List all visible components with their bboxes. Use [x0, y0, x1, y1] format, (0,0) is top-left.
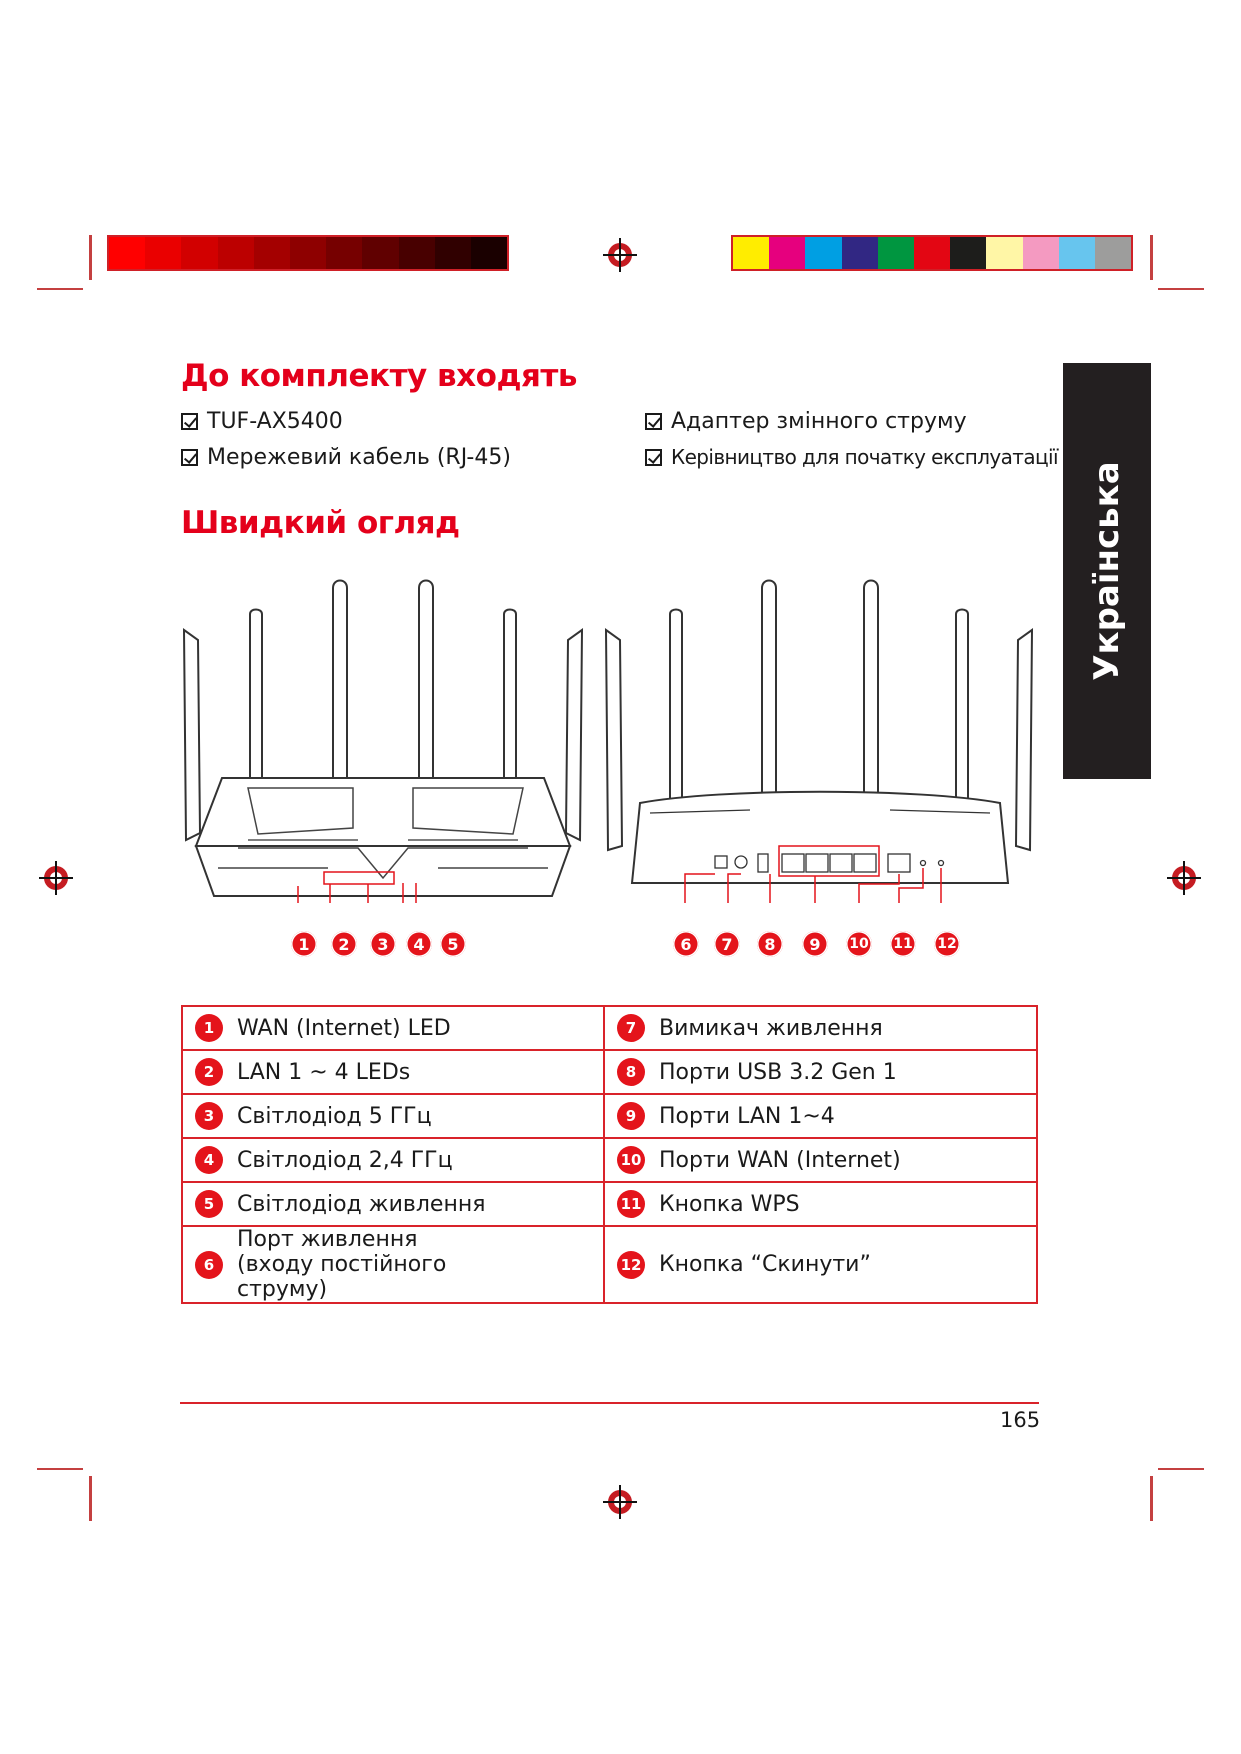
legend-number: 6 — [195, 1251, 223, 1279]
legend-number: 5 — [195, 1190, 223, 1218]
package-item — [645, 445, 1058, 469]
legend-number: 10 — [617, 1146, 645, 1174]
color-swatch — [326, 237, 362, 269]
legend-number: 1 — [195, 1014, 223, 1042]
callout-badge: 8 — [757, 931, 783, 957]
crop-mark — [89, 235, 92, 280]
color-swatch — [1059, 237, 1095, 269]
legend-label: Світлодіод 2,4 ГГц — [237, 1147, 453, 1173]
crop-mark — [37, 1468, 83, 1470]
callout-badge: 1 — [291, 931, 317, 957]
legend-number: 9 — [617, 1102, 645, 1130]
package-item-label: Мережевий кабель (RJ-45) — [207, 445, 511, 470]
registration-mark-icon — [603, 238, 637, 272]
legend-label: Світлодіод 5 ГГц — [237, 1103, 432, 1129]
crop-mark — [1150, 1476, 1153, 1521]
legend-label: Вимикач живлення — [659, 1015, 883, 1041]
legend-table — [181, 1005, 1038, 1304]
legend-label: Кнопка “Скинути” — [659, 1252, 871, 1277]
crop-mark — [37, 288, 83, 290]
checkbox-icon — [181, 413, 198, 430]
callout-badge: 12 — [934, 931, 960, 957]
legend-label: WAN (Internet) LED — [237, 1015, 451, 1041]
callout-badge: 3 — [370, 931, 396, 957]
color-swatch — [878, 237, 914, 269]
callout-badge: 11 — [890, 931, 916, 957]
legend-number: 3 — [195, 1102, 223, 1130]
color-swatch — [1023, 237, 1059, 269]
color-swatch — [435, 237, 471, 269]
table-row — [182, 1050, 1037, 1094]
legend-label: Порти WAN (Internet) — [659, 1147, 901, 1173]
checkbox-icon — [645, 413, 662, 430]
package-item — [181, 445, 511, 470]
crop-mark — [89, 1476, 92, 1521]
legend-label: Порти LAN 1~4 — [659, 1103, 835, 1129]
color-swatch — [218, 237, 254, 269]
package-item-label: TUF-AX5400 — [207, 409, 343, 434]
legend-label: Порт живлення (входу постійного струму) — [237, 1227, 447, 1302]
footer-rule — [180, 1402, 1039, 1404]
callout-badge: 4 — [406, 931, 432, 957]
crop-mark — [1158, 288, 1204, 290]
callout-badge: 6 — [673, 931, 699, 957]
callout-badge: 9 — [802, 931, 828, 957]
table-row — [182, 1182, 1037, 1226]
package-item — [181, 409, 343, 434]
legend-number: 11 — [617, 1190, 645, 1218]
table-row — [182, 1094, 1037, 1138]
legend-number: 7 — [617, 1014, 645, 1042]
table-row — [182, 1226, 1037, 1303]
legend-label: Кнопка WPS — [659, 1191, 800, 1217]
color-swatch — [1095, 237, 1131, 269]
package-contents-title: До комплекту входять — [181, 358, 577, 394]
legend-number: 8 — [617, 1058, 645, 1086]
callout-badge: 5 — [440, 931, 466, 957]
color-swatch — [769, 237, 805, 269]
registration-mark-icon — [39, 861, 73, 895]
crop-mark — [1150, 235, 1153, 280]
color-swatch — [842, 237, 878, 269]
legend-number: 2 — [195, 1058, 223, 1086]
color-calibration-bar-right — [731, 235, 1133, 271]
color-swatch — [733, 237, 769, 269]
checkbox-icon — [181, 449, 198, 466]
color-swatch — [805, 237, 841, 269]
legend-number: 4 — [195, 1146, 223, 1174]
color-swatch — [986, 237, 1022, 269]
legend-label: Світлодіод живлення — [237, 1191, 486, 1217]
page-number: 165 — [1000, 1408, 1041, 1432]
color-swatch — [181, 237, 217, 269]
color-calibration-bar-left — [107, 235, 509, 271]
callout-badge: 10 — [846, 931, 872, 957]
quick-overview-title: Швидкий огляд — [181, 505, 460, 541]
color-swatch — [950, 237, 986, 269]
color-swatch — [109, 237, 145, 269]
color-swatch — [471, 237, 507, 269]
package-item-label: Адаптер змінного струму — [671, 409, 967, 434]
package-item — [645, 409, 967, 434]
checkbox-icon — [645, 449, 662, 466]
color-swatch — [914, 237, 950, 269]
color-swatch — [399, 237, 435, 269]
legend-label: Порти USB 3.2 Gen 1 — [659, 1059, 897, 1085]
registration-mark-icon — [603, 1485, 637, 1519]
router-front-illustration — [178, 578, 588, 903]
callout-badge: 7 — [714, 931, 740, 957]
color-swatch — [254, 237, 290, 269]
language-tab — [1063, 363, 1151, 779]
table-row — [182, 1138, 1037, 1182]
language-tab-label: Українська — [1087, 461, 1127, 681]
color-swatch — [290, 237, 326, 269]
legend-label: LAN 1 ~ 4 LEDs — [237, 1059, 411, 1085]
color-swatch — [362, 237, 398, 269]
crop-mark — [1158, 1468, 1204, 1470]
color-swatch — [145, 237, 181, 269]
registration-mark-icon — [1167, 861, 1201, 895]
table-row — [182, 1006, 1037, 1050]
legend-number: 12 — [617, 1251, 645, 1279]
router-rear-illustration — [600, 578, 1040, 903]
package-item-label: Керівництво для початку експлуатації — [671, 445, 1058, 469]
callout-badge: 2 — [331, 931, 357, 957]
